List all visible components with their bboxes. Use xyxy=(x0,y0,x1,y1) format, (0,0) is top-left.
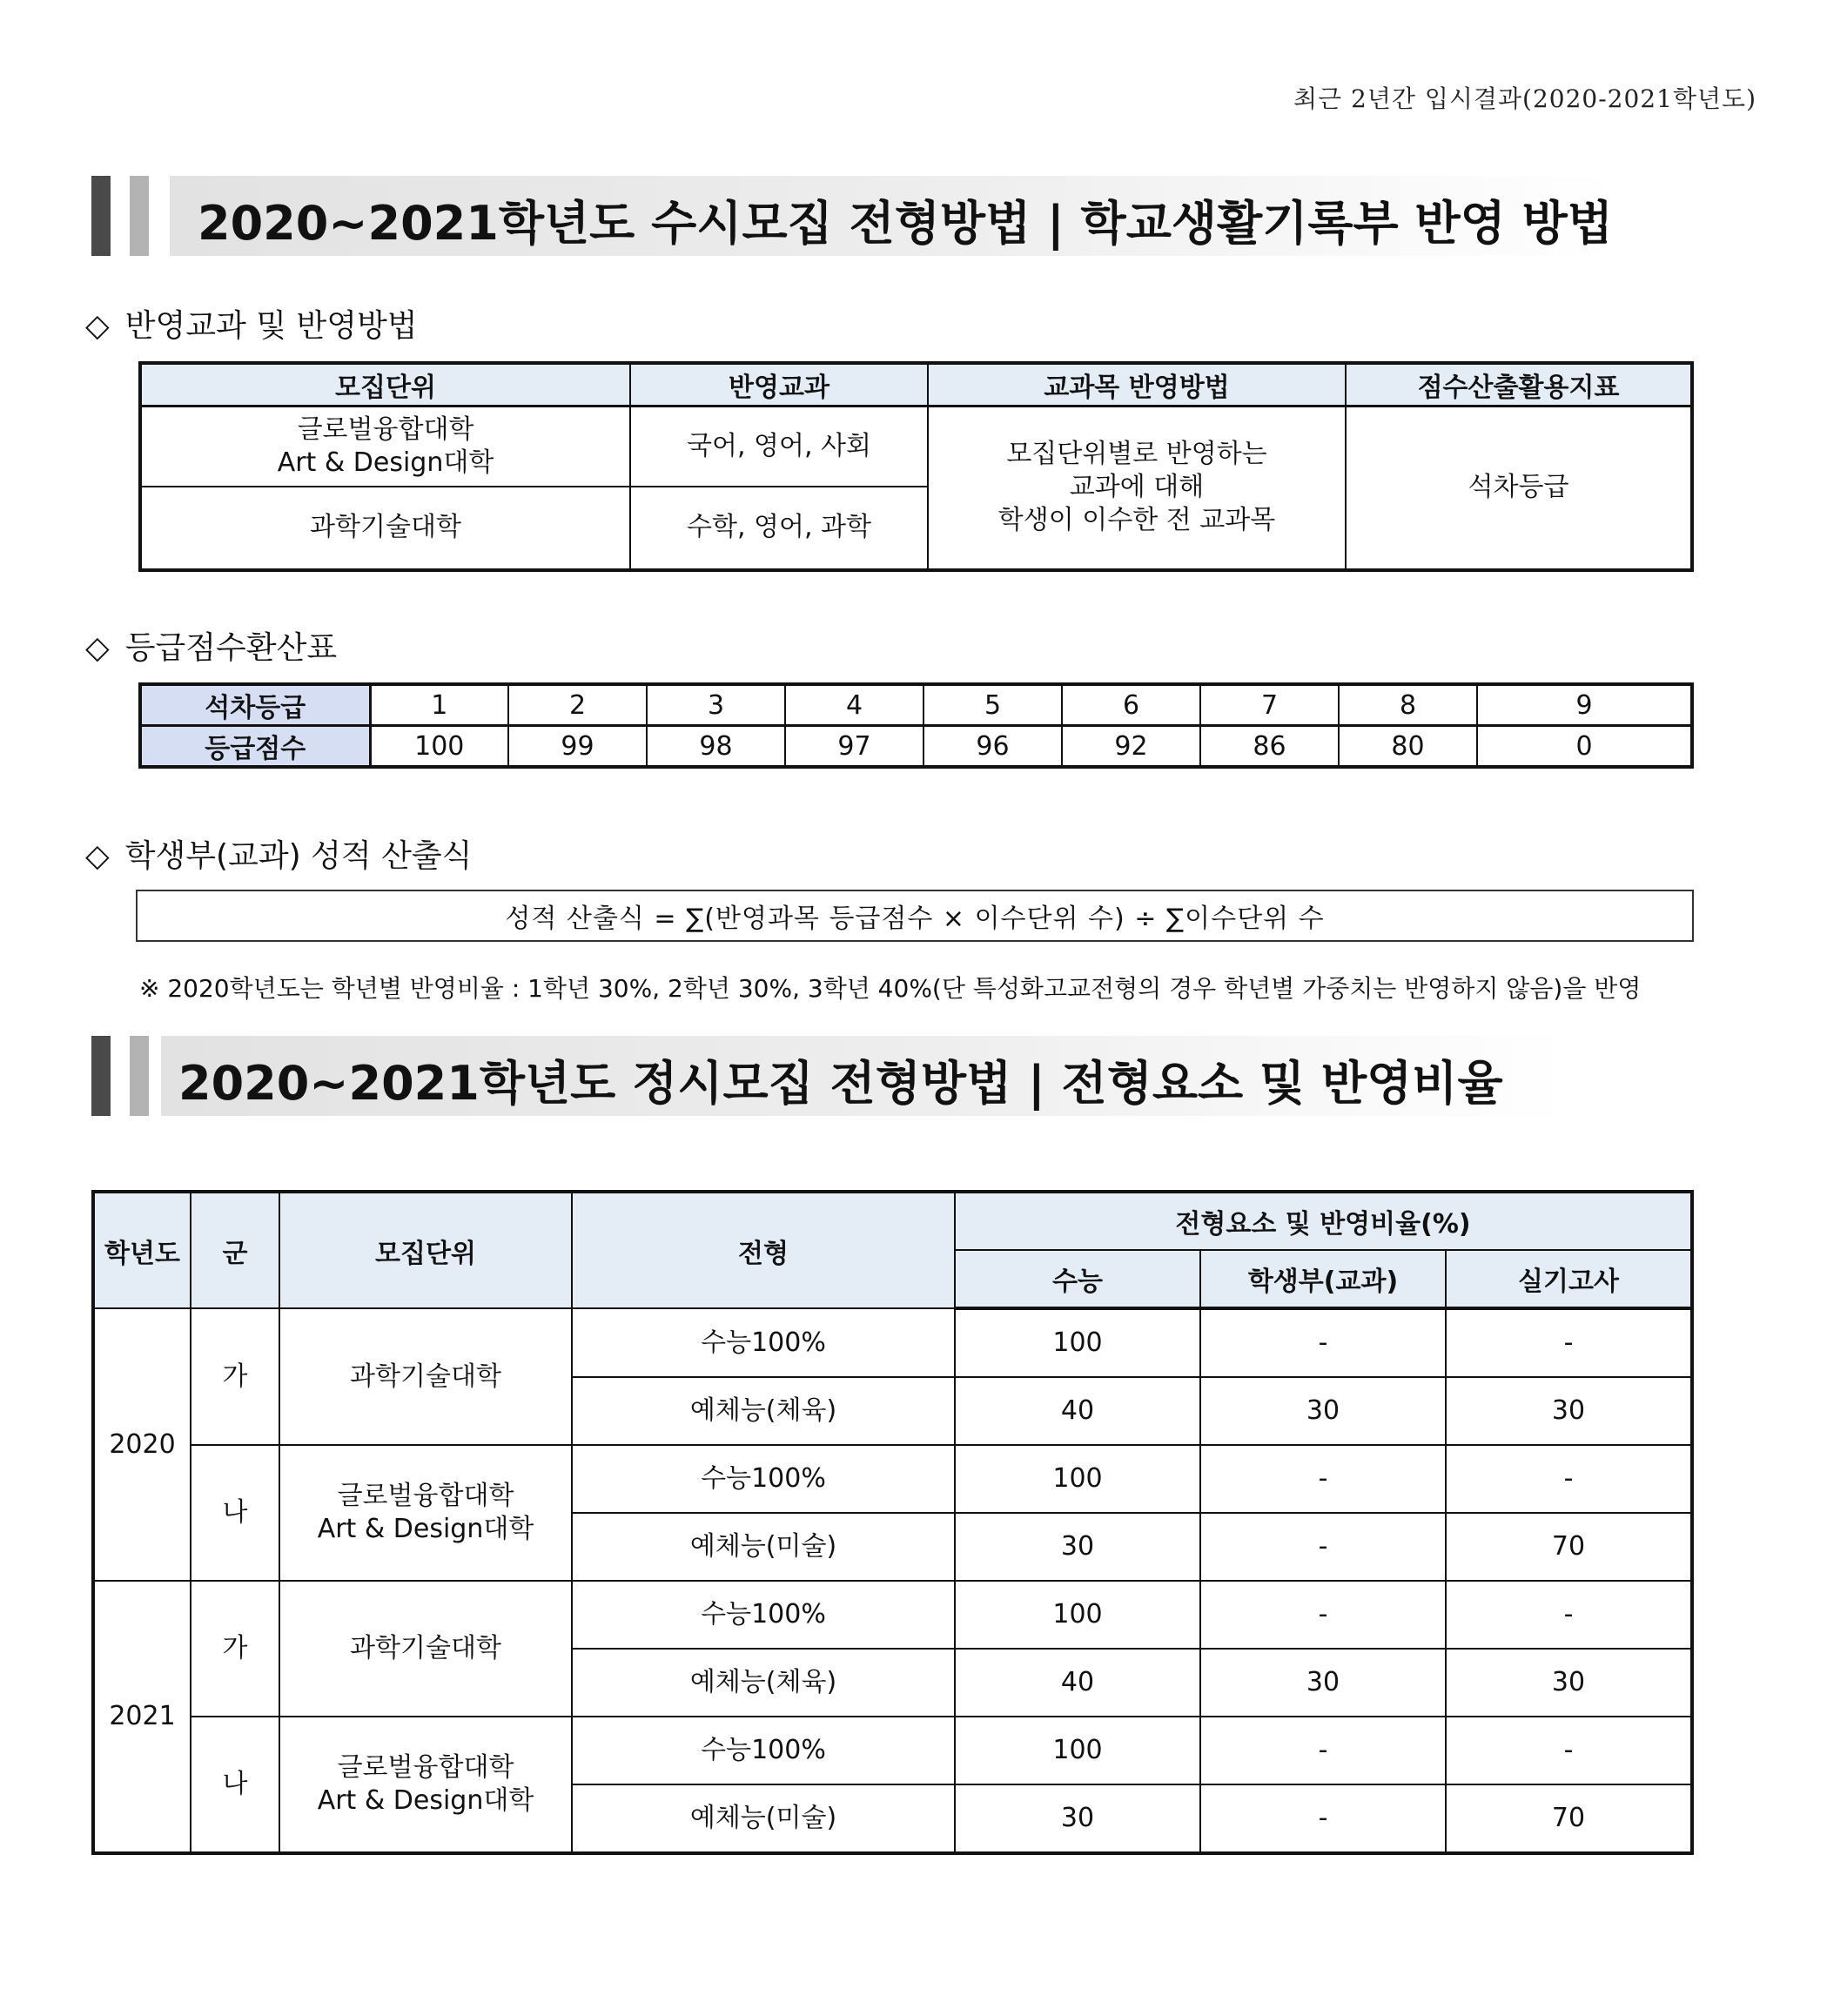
grade-cell: 8 xyxy=(1339,684,1477,726)
header-row xyxy=(93,1192,1692,1250)
header-suneung: 수능 xyxy=(955,1250,1200,1308)
group-cell: 나 xyxy=(191,1445,279,1581)
subheading-text: 등급점수환산표 xyxy=(124,630,338,666)
grade-cell: 1 xyxy=(370,684,508,726)
table-row xyxy=(93,1717,1692,1784)
record-cell: 30 xyxy=(1200,1649,1446,1717)
score-cell: 0 xyxy=(1477,726,1692,768)
score-cell: 97 xyxy=(785,726,924,768)
header-unit: 모집단위 xyxy=(140,363,630,407)
type-cell: 수능100% xyxy=(572,1445,955,1513)
subheading-text: 학생부(교과) 성적 산출식 xyxy=(124,838,473,874)
subheading-text: 반영교과 및 반영방법 xyxy=(124,308,418,344)
formula-text: 성적 산출식 = ∑(반영과목 등급점수 × 이수단위 수) ÷ ∑이수단위 수 xyxy=(505,904,1325,934)
type-cell: 예체능(미술) xyxy=(572,1784,955,1853)
grade-cell: 5 xyxy=(924,684,1062,726)
header-group: 군 xyxy=(191,1192,279,1308)
type-cell: 예체능(미술) xyxy=(572,1513,955,1581)
header-type: 전형 xyxy=(572,1192,955,1308)
section-title: 2020~2021학년도 수시모집 전형방법 | 학교생활기록부 반영 방법 xyxy=(198,196,1613,251)
practical-cell: - xyxy=(1446,1445,1692,1513)
record-cell: - xyxy=(1200,1445,1446,1513)
grade-cell: 4 xyxy=(785,684,924,726)
score-cell: 86 xyxy=(1200,726,1339,768)
practical-cell: 30 xyxy=(1446,1649,1692,1717)
type-cell: 수능100% xyxy=(572,1308,955,1377)
grade-cell: 9 xyxy=(1477,684,1692,726)
header-practical: 실기고사 xyxy=(1446,1250,1692,1308)
grade-cell: 2 xyxy=(508,684,647,726)
unit-line: Art & Design대학 xyxy=(277,447,494,478)
record-cell: - xyxy=(1200,1581,1446,1649)
score-row xyxy=(140,726,1692,768)
year-cell: 2021 xyxy=(93,1581,191,1853)
table-row xyxy=(93,1445,1692,1513)
unit-line: 글로벌융합대학 xyxy=(337,1481,514,1511)
row-label: 등급점수 xyxy=(140,726,370,768)
subheading-grade-conversion xyxy=(85,623,337,668)
type-cell: 수능100% xyxy=(572,1717,955,1784)
header-indicator: 점수산출활용지표 xyxy=(1346,363,1692,407)
practical-cell: 70 xyxy=(1446,1513,1692,1581)
unit-cell: 과학기술대학 xyxy=(279,1581,572,1717)
unit-cell xyxy=(279,1717,572,1853)
group-cell: 가 xyxy=(191,1308,279,1445)
grade-row xyxy=(140,684,1692,726)
suneung-cell: 100 xyxy=(955,1581,1200,1649)
header-unit: 모집단위 xyxy=(279,1192,572,1308)
practical-cell: 70 xyxy=(1446,1784,1692,1853)
year-cell: 2020 xyxy=(93,1308,191,1581)
header-bar-dark xyxy=(91,176,111,256)
subjects-cell: 국어, 영어, 사회 xyxy=(630,407,928,487)
header-bar-light xyxy=(130,1036,149,1116)
grade-score-table xyxy=(138,682,1694,769)
document-top-note: 최근 2년간 입시결과(2020-2021학년도) xyxy=(1293,84,1756,113)
suneung-cell: 30 xyxy=(955,1784,1200,1853)
header-year: 학년도 xyxy=(93,1192,191,1308)
suneung-cell: 100 xyxy=(955,1308,1200,1377)
unit-line: 글로벌융합대학 xyxy=(297,413,474,445)
record-cell: - xyxy=(1200,1784,1446,1853)
unit-cell xyxy=(279,1445,572,1581)
subjects-table xyxy=(138,361,1694,572)
method-line: 모집단위별로 반영하는 xyxy=(1006,439,1267,470)
score-cell: 99 xyxy=(508,726,647,768)
subjects-cell: 수학, 영어, 과학 xyxy=(630,487,928,570)
unit-line: Art & Design대학 xyxy=(317,1785,534,1816)
type-cell: 예체능(체육) xyxy=(572,1377,955,1445)
suneung-cell: 30 xyxy=(955,1513,1200,1581)
section-header-regular-admission xyxy=(91,1036,1658,1116)
suneung-cell: 100 xyxy=(955,1717,1200,1784)
practical-cell: 30 xyxy=(1446,1377,1692,1445)
row-label: 석차등급 xyxy=(140,684,370,726)
subheading-formula xyxy=(85,831,472,876)
suneung-cell: 100 xyxy=(955,1445,1200,1513)
table-row xyxy=(93,1308,1692,1377)
indicator-cell: 석차등급 xyxy=(1346,407,1692,570)
unit-line: 글로벌융합대학 xyxy=(337,1752,514,1783)
unit-cell: 과학기술대학 xyxy=(279,1308,572,1445)
suneung-cell: 40 xyxy=(955,1377,1200,1445)
score-cell: 100 xyxy=(370,726,508,768)
record-cell: - xyxy=(1200,1513,1446,1581)
score-cell: 92 xyxy=(1062,726,1200,768)
method-line: 교과에 대해 xyxy=(1069,472,1205,503)
practical-cell: - xyxy=(1446,1581,1692,1649)
footnote: ※ 2020학년도는 학년별 반영비율 : 1학년 30%, 2학년 30%, 3학년 40%(단 특성화고교전형의 경우 학년별 가중치는 반영하지 않음)을 반영 xyxy=(139,974,1642,1003)
score-cell: 98 xyxy=(647,726,785,768)
header-bar-dark xyxy=(91,1036,111,1116)
section-title: 2020~2021학년도 정시모집 전형방법 | 전형요소 및 반영비율 xyxy=(178,1056,1503,1111)
table-row xyxy=(140,407,1692,487)
header-bar-light xyxy=(130,176,149,256)
type-cell: 예체능(체육) xyxy=(572,1649,955,1717)
group-cell: 나 xyxy=(191,1717,279,1853)
header-ratio: 전형요소 및 반영비율(%) xyxy=(955,1192,1692,1250)
grade-cell: 7 xyxy=(1200,684,1339,726)
record-cell: 30 xyxy=(1200,1377,1446,1445)
diamond-icon: ◇ xyxy=(85,630,110,666)
header-subjects: 반영교과 xyxy=(630,363,928,407)
table-row xyxy=(93,1581,1692,1649)
group-cell: 가 xyxy=(191,1581,279,1717)
record-cell: - xyxy=(1200,1308,1446,1377)
unit-cell xyxy=(140,407,630,487)
method-line: 학생이 이수한 전 교과목 xyxy=(997,505,1276,536)
score-cell: 80 xyxy=(1339,726,1477,768)
formula-box xyxy=(136,890,1694,942)
record-cell: - xyxy=(1200,1717,1446,1784)
subheading-subjects xyxy=(85,301,418,346)
header-record: 학생부(교과) xyxy=(1200,1250,1446,1308)
score-cell: 96 xyxy=(924,726,1062,768)
regular-admission-table xyxy=(91,1190,1694,1855)
suneung-cell: 40 xyxy=(955,1649,1200,1717)
type-cell: 수능100% xyxy=(572,1581,955,1649)
grade-cell: 3 xyxy=(647,684,785,726)
unit-line: Art & Design대학 xyxy=(317,1514,534,1544)
method-cell xyxy=(928,407,1346,570)
diamond-icon: ◇ xyxy=(85,838,110,874)
practical-cell: - xyxy=(1446,1308,1692,1377)
practical-cell: - xyxy=(1446,1717,1692,1784)
header-method: 교과목 반영방법 xyxy=(928,363,1346,407)
unit-cell: 과학기술대학 xyxy=(140,487,630,570)
diamond-icon: ◇ xyxy=(85,308,110,344)
grade-cell: 6 xyxy=(1062,684,1200,726)
section-header-early-admission xyxy=(91,176,1658,256)
